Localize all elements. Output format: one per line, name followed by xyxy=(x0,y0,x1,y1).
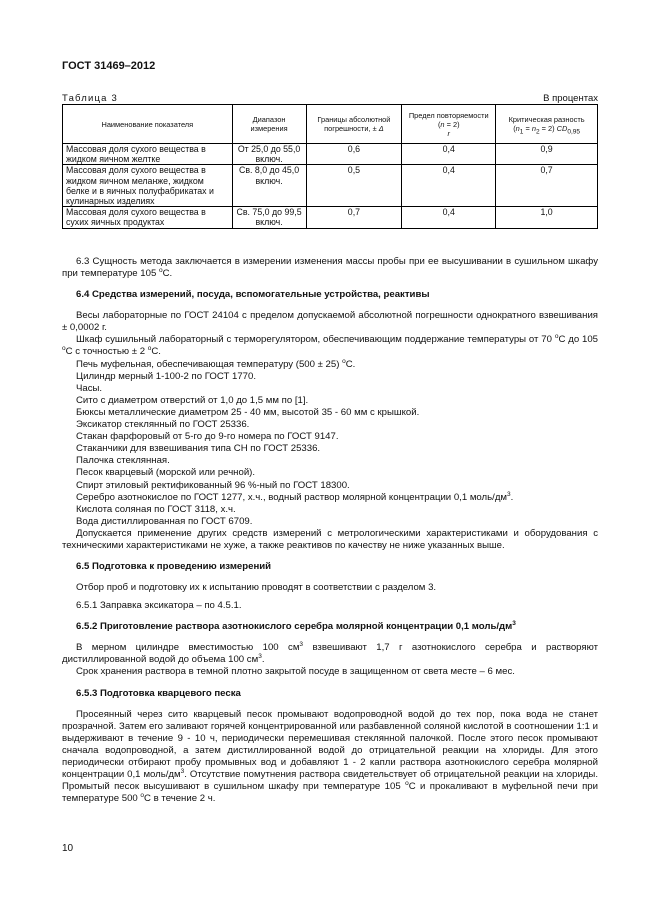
list-item: Печь муфельная, обеспечивающая температуру (500 ± 25) $^о$С. xyxy=(76,357,356,370)
cell-abs: 0,6 xyxy=(306,144,402,165)
cell-name: Массовая доля сухого вещества в жидком яичном меланже, жидком белке и в яичных полуфабрикатах и кулинарных изделиях xyxy=(63,165,233,207)
cell-name: Массовая доля сухого вещества в жидком яичном желтке xyxy=(63,144,233,165)
header-critical-difference: Критическая разность $(n_1 = n_2 = 2)$ $CD_{0,95}$ xyxy=(496,105,598,144)
list-item: Весы лабораторные по ГОСТ 24104 с пределом допускаемой абсолютной погрешности однократного взвешивания ± 0,0002 г. xyxy=(62,310,598,334)
list-item: Эксикатор стеклянный по ГОСТ 25336. xyxy=(76,419,250,431)
section-6-5-heading: 6.5 Подготовка к проведению измерений xyxy=(76,561,272,573)
section-6-5-2-heading: 6.5.2 Приготовление раствора азотнокислого серебра молярной концентрации 0,1 моль/$дм^3$ xyxy=(76,620,516,633)
cell-range: От 25,0 до 55,0 включ. xyxy=(232,144,306,165)
header-abs-error: Границы абсолютной погрешности, ± Δ xyxy=(306,105,402,144)
cell-name: Массовая доля сухого вещества в сухих яичных продуктах xyxy=(63,207,233,228)
para-6-5-1: 6.5.1 Заправка эксикатора – по 4.5.1. xyxy=(76,600,242,612)
table-row xyxy=(63,144,598,165)
para-6-3: 6.3 Сущность метода заключается в измерении изменения массы пробы при ее высушивании в сушильном шкафу при температуре 105 $^о$С. xyxy=(62,256,598,280)
list-item: Спирт этиловый ректификованный 96 %-ный по ГОСТ 18300. xyxy=(76,479,350,491)
para-6-5-2-a: В мерном цилиндре вместимостью 100 $см^3$ взвешивают 1,7 г азотнокислого серебра и растворяют дистиллированной водой до объема 100 $см^3$. xyxy=(62,641,598,666)
list-item: Часы. xyxy=(76,382,103,394)
cell-range: Св. 75,0 до 99,5 включ. xyxy=(232,207,306,228)
header-repeatability: Предел повторяемости (n = 2) r xyxy=(402,105,496,144)
list-item: Палочка стеклянная. xyxy=(76,455,170,467)
list-item: Сито с диаметром отверстий от 1,0 до 1,5 мм по [1]. xyxy=(76,394,309,406)
cell-rep: 0,4 xyxy=(402,207,496,228)
list-item: Бюксы металлические диаметром 25 - 40 мм, высотой 35 - 60 мм с крышкой. xyxy=(76,406,420,418)
cell-abs: 0,7 xyxy=(306,207,402,228)
cell-range: Св. 8,0 до 45,0 включ. xyxy=(232,165,306,207)
cell-abs: 0,5 xyxy=(306,165,402,207)
para-6-5: Отбор проб и подготовку их к испытанию проводят в соответствии с разделом 3. xyxy=(76,582,437,594)
section-6-5-3-heading: 6.5.3 Подготовка кварцевого песка xyxy=(76,687,241,699)
list-item: Стаканчики для взвешивания типа СН по ГОСТ 25336. xyxy=(76,443,321,455)
header-range: Диапазон измерения xyxy=(232,105,306,144)
table-row xyxy=(63,165,598,207)
para-6-5-2-b: Срок хранения раствора в темной плотно закрытой посуде в защищенном от света месте – 6 мес. xyxy=(76,666,515,678)
list-item: Серебро азотнокислое по ГОСТ 1277, х.ч., водный раствор молярной концентрации 0,1 моль/$дм^3$. xyxy=(76,490,514,503)
cell-rep: 0,4 xyxy=(402,165,496,207)
page-number: 10 xyxy=(62,843,74,854)
table-row xyxy=(63,207,598,228)
cell-rep: 0,4 xyxy=(402,144,496,165)
list-item: Песок кварцевый (морской или речной). xyxy=(76,467,256,479)
para-6-5-3: Просеянный через сито кварцевый песок промывают водопроводной водой до тех пор, пока вода не станет прозрачной. Затем его заливают горячей концентрированной или разбавленной соляной кислотой в соотношении 1:1 и выдерживают в течение 9 - 10 ч, периодически перемешивая стеклянной палочкой. После этого песок промывают сначала водопроводной, а затем дистиллированной водой до отрицательной реакции на хлориды. Для этого периодически отбирают пробу промывных вод и добавляют 1 - 2 капли раствора азотнокислого серебра молярной концентрации 0,1 моль/$дм^3$. Отсутствие помутнения раствора свидетельствует об отрицательной реакции на хлориды. Промытый песок высушивают в сушильном шкафу при температуре 105 $^о$С и прокаливают в муфельной печи при температуре 500 $^о$С в течение 2 ч. xyxy=(62,708,599,805)
cell-crit: 1,0 xyxy=(496,207,598,228)
table-3 xyxy=(62,104,598,229)
list-item: Вода дистиллированная по ГОСТ 6709. xyxy=(76,515,253,527)
table-unit: В процентах xyxy=(543,93,598,104)
table-caption: Таблица 3 xyxy=(62,93,118,104)
header-name: Наименование показателя xyxy=(63,105,233,144)
list-item: Стакан фарфоровый от 5-го до 9-го номера по ГОСТ 9147. xyxy=(76,431,339,443)
list-item: Шкаф сушильный лабораторный с терморегулятором, обеспечивающим поддержание температуры от 70 $^о$С до 105 $^о$С с точностью ± 2 $^о$С. xyxy=(62,333,599,358)
standard-header: ГОСТ 31469–2012 xyxy=(62,60,156,72)
table-header-row xyxy=(63,105,598,144)
list-item: Цилиндр мерный 1-100-2 по ГОСТ 1770. xyxy=(76,370,256,382)
cell-crit: 0,7 xyxy=(496,165,598,207)
section-6-4-heading: 6.4 Средства измерений, посуда, вспомогательные устройства, реактивы xyxy=(76,289,430,301)
document-body xyxy=(62,256,598,805)
list-item: Кислота соляная по ГОСТ 3118, х.ч. xyxy=(76,503,236,515)
list-item: Допускается применение других средств измерений с метрологическими характеристиками и оборудования с техническими характеристиками не хуже, а также реактивов по качеству не ниже указанных выше. xyxy=(62,527,598,551)
cell-crit: 0,9 xyxy=(496,144,598,165)
